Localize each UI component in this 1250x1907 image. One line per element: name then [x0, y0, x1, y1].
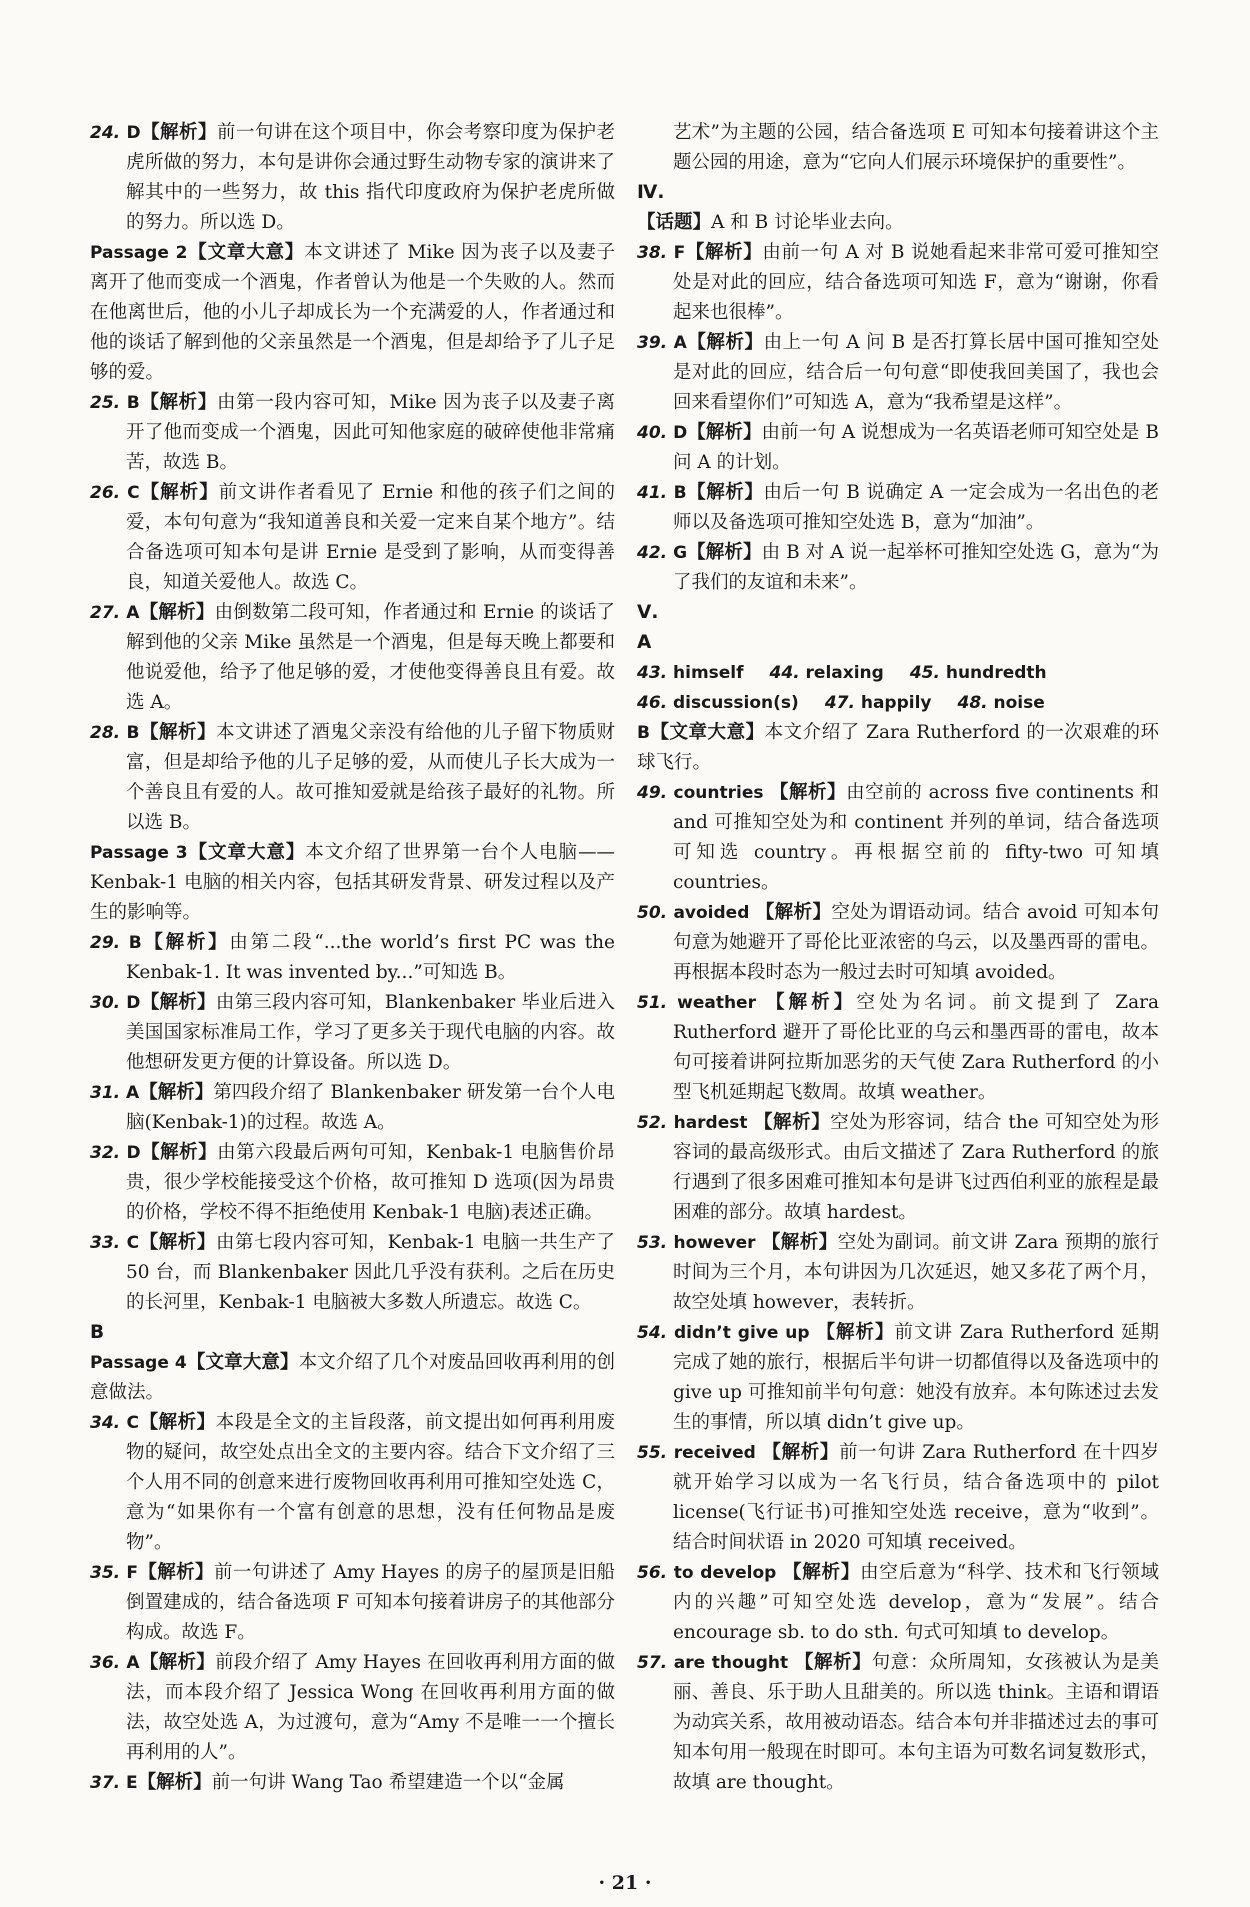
topic-line: 【话题】A 和 B 讨论毕业去向。 [637, 212, 904, 233]
answer-line: 46. discussion(s) 47. happily 48. noise [637, 693, 1045, 713]
answer-item: 51. weather 【解析】空处为名词。前文提到了 Zara Rutherford 避开了哥伦比亚的乌云和墨西哥的雷电，故本句可接着讲阿拉斯加恶劣的天气使 Zara Rutherford 的小型飞机延期起飞数周。故填 weather。 [637, 992, 1159, 1103]
answer-item: 42. G【解析】由 B 对 A 说一起举杯可推知空处选 G，意为“为了我们的友谊和未来”。 [637, 542, 1159, 593]
answer-item: 39. A【解析】由上一句 A 问 B 是否打算长居中国可推知空处是对此的回应，结合后一句句意“即使我回美国了，我也会回来看望你们”可知选 A，意为“我希望是这样”。 [637, 332, 1159, 413]
answer-item: 54. didn’t give up 【解析】前文讲 Zara Rutherford 延期完成了她的旅行，根据后半句讲一切都值得以及备选项中的 give up 可推知前半句句意：她没有放弃。本句陈述过去发生的事情，所以填 didn’t give up。 [637, 1322, 1159, 1433]
answer-item: 24. D【解析】前一句讲在这个项目中，你会考察印度为保护老虎所做的努力，本句是讲你会通过野生动物专家的演讲来了解其中的一些努力，故 this 指代印度政府为保护老虎所做的努力。所以选 D。 [90, 122, 615, 233]
answer-item: 32. D【解析】由第六段最后两句可知，Kenbak-1 电脑售价昂贵，很少学校能接受这个价格，故可推知 D 选项(因为昂贵的价格，学校不得不拒绝使用 Kenbak-1 电脑)表述正确。 [90, 1142, 615, 1223]
passage-summary: Passage 2【文章大意】本文讲述了 Mike 因为丧子以及妻子离开了他而变成一个酒鬼，作者曾认为他是一个失败的人。然而在他离世后，他的小儿子却成长为一个充满爱的人，作者通过和他的谈话了解到他的父亲虽然是一个酒鬼，但是却给予了儿子足够的爱。 [90, 242, 615, 383]
answer-item: 33. C【解析】由第七段内容可知，Kenbak-1 电脑一共生产了 50 台，而 Blankenbaker 因此几乎没有获利。之后在历史的长河里，Kenbak-1 电脑被大多数人所遗忘。故选 C。 [90, 1232, 615, 1313]
passage-summary: Passage 3【文章大意】本文介绍了世界第一台个人电脑——Kenbak-1 电脑的相关内容，包括其研发背景、研发过程以及产生的影响等。 [90, 842, 615, 923]
answer-item: 55. received 【解析】前一句讲 Zara Rutherford 在十四岁就开始学习以成为一名飞行员，结合备选项中的 pilot license(飞行证书)可推知空处选 receive，意为“收到”。结合时间状语 in 2020 可知填 received。 [637, 1442, 1159, 1553]
answer-text: 前一句讲在这个项目中，你会考察印度为保护老虎所做的努力，本句是讲你会通过野生动物专家的演讲来了解其中的一些努力，故 this 指代印度政府为保护老虎所做的努力。所以选 D。 [126, 122, 615, 233]
answer-item: 28. B【解析】本文讲述了酒鬼父亲没有给他的儿子留下物质财富，但是却给予他的儿子足够的爱，从而使儿子长大成为一个善良且有爱的人。故可推知爱就是给孩子最好的礼物。所以选 B。 [90, 722, 615, 833]
answer-item: 35. F【解析】前一句讲述了 Amy Hayes 的房子的屋顶是旧船倒置建成的，结合备选项 F 可知本句接着讲房子的其他部分构成。故选 F。 [90, 1562, 615, 1643]
answer-item: 30. D【解析】由第三段内容可知，Blankenbaker 毕业后进入美国国家标准局工作，学习了更多关于现代电脑的内容。故他想研发更方便的计算设备。所以选 D。 [90, 992, 615, 1073]
answer-item: 53. however 【解析】空处为副词。前文讲 Zara 预期的旅行时间为三个月，本句讲因为几次延迟，她又多花了两个月，故空处填 however，表转折。 [637, 1232, 1159, 1313]
answer-item: 52. hardest 【解析】空处为形容词，结合 the 可知空处为形容词的最高级形式。由后文描述了 Zara Rutherford 的旅行遇到了很多困难可推知本句是讲飞过西伯利亚的旅程是最困难的部分。故填 hardest。 [637, 1112, 1159, 1223]
section-heading: B [90, 1322, 105, 1343]
answer-item: 31. A【解析】第四段介绍了 Blankenbaker 研发第一台个人电脑(Kenbak-1)的过程。故选 A。 [90, 1082, 615, 1133]
section-heading: Ⅳ. [637, 182, 665, 203]
answer-item: 38. F【解析】由前一句 A 对 B 说她看起来非常可爱可推知空处是对此的回应，结合备选项可知选 F，意为“谢谢，你看起来也很棒”。 [637, 242, 1159, 323]
answer-item: 57. are thought 【解析】句意：众所周知，女孩被认为是美丽、善良、乐于助人且甜美的。所以选 think。主语和谓语为动宾关系，故用被动语态。结合本句并非描述过去的事可知本句用一般现在时即可。本句主语为可数名词复数形式，故填 are thought。 [637, 1652, 1159, 1793]
right-column [637, 118, 1159, 1798]
passage-summary: B【文章大意】本文介绍了 Zara Rutherford 的一次艰难的环球飞行。 [637, 722, 1159, 773]
left-column [90, 118, 615, 1798]
answer-item: 25. B【解析】由第一段内容可知，Mike 因为丧子以及妻子离开了他而变成一个酒鬼，因此可知他家庭的破碎使他非常痛苦，故选 B。 [90, 392, 615, 473]
answer-continuation: 艺术”为主题的公园，结合备选项 E 可知本句接着讲这个主题公园的用途，意为“它向人们展示环境保护的重要性”。 [673, 122, 1159, 173]
section-heading: A [637, 632, 652, 653]
answer-item: 41. B【解析】由后一句 B 说确定 A 一定会成为一名出色的老师以及备选项可推知空处选 B，意为“加油”。 [637, 482, 1159, 533]
answer-item: 27. A【解析】由倒数第二段可知，作者通过和 Ernie 的谈话了解到他的父亲 Mike 虽然是一个酒鬼，但是每天晚上都要和他说爱他，给予了他足够的爱，才使他变得善良且有爱。故选 A。 [90, 602, 615, 713]
answer-item: 34. C【解析】本段是全文的主旨段落，前文提出如何再利用废物的疑问，故空处点出全文的主要内容。结合下文介绍了三个人用不同的创意来进行废物回收再利用可推知空处选 C，意为“如果你有一个富有创意的思想，没有任何物品是废物”。 [90, 1412, 615, 1553]
answer-item: 40. D【解析】由前一句 A 说想成为一名英语老师可知空处是 B 问 A 的计划。 [637, 422, 1159, 473]
answer-item: 36. A【解析】前段介绍了 Amy Hayes 在回收再利用方面的做法，而本段介绍了 Jessica Wong 在回收再利用方面的做法，故空处选 A，为过渡句，意为“Amy 不是唯一一个擅长再利用的人”。 [90, 1652, 615, 1763]
answer-line: 43. himself 44. relaxing 45. hundredth [637, 663, 1047, 683]
page-number: · 21 · [598, 1872, 652, 1894]
answer-item: 26. C【解析】前文讲作者看见了 Ernie 和他的孩子们之间的爱，本句句意为“我知道善良和关爱一定来自某个地方”。结合备选项可知本句是讲 Ernie 是受到了影响，从而变得善良，知道关爱他人。故选 C。 [90, 482, 615, 593]
passage-summary: Passage 4【文章大意】本文介绍了几个对废品回收再利用的创意做法。 [90, 1352, 615, 1403]
section-heading: Ⅴ. [637, 602, 659, 623]
answer-item: 50. avoided 【解析】空处为谓语动词。结合 avoid 可知本句句意为她避开了哥伦比亚浓密的乌云，以及墨西哥的雷电。再根据本段时态为一般过去时可知填 avoided。 [637, 902, 1159, 983]
analysis-tag: 【解析】 [140, 122, 217, 143]
answer-item: 56. to develop 【解析】由空后意为“科学、技术和飞行领域内的兴趣”可知空处选 develop，意为“发展”。结合 encourage sb. to do sth. 句式可知填 to develop。 [637, 1562, 1159, 1643]
answer-item: 49. countries 【解析】由空前的 across five continents 和 and 可推知空处为和 continent 并列的单词，结合备选项可知选 country。再根据空前的 fifty-two 可知填 countries。 [637, 782, 1159, 893]
answer-item: 37. E【解析】前一句讲 Wang Tao 希望建造一个以“金属 [90, 1772, 565, 1793]
answer-item: 29. B【解析】由第二段“...the world’s first PC was the Kenbak-1. It was invented by...”可知选 B。 [90, 932, 615, 983]
